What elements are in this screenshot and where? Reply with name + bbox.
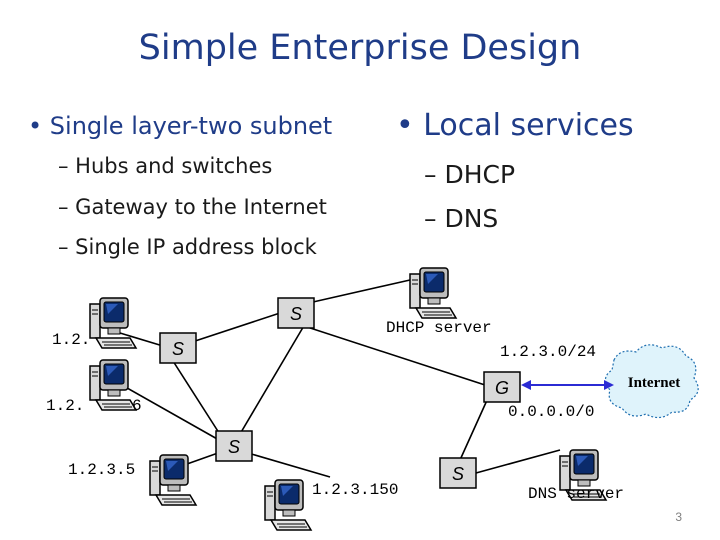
- subnet-label: 1.2.3.0/24: [500, 343, 597, 361]
- switch-left: [160, 333, 196, 363]
- switch-label: S: [227, 437, 241, 457]
- dhcp-server-label: DHCP server: [386, 319, 492, 337]
- sub-bullet-dhcp: – DHCP: [424, 160, 516, 189]
- dns-server-label: DNS server: [528, 485, 625, 503]
- computer-icon: [410, 268, 456, 318]
- switch-top: [278, 298, 314, 328]
- internet-label: Internet: [627, 375, 681, 391]
- default-route-label: 0.0.0.0/0: [508, 403, 595, 421]
- computer-icon: [90, 360, 136, 410]
- sub-bullet-hubs: – Hubs and switches: [58, 154, 273, 178]
- computer-icon: [265, 480, 311, 530]
- link-switch-switch-diag: [240, 324, 305, 434]
- link-switch-switch-top: [183, 313, 280, 345]
- gateway-router: [484, 372, 520, 402]
- bullet-local-services: • Local services: [396, 108, 634, 143]
- link-switch-host-bottom: [248, 453, 330, 477]
- host-label-bottom: 1.2.3.150: [312, 481, 399, 499]
- internet-cloud: [605, 345, 698, 418]
- computer-icon: [90, 298, 136, 348]
- link-gateway-switch: [460, 398, 488, 460]
- slide-title: Simple Enterprise Design: [138, 28, 582, 68]
- link-host-switch-bottom: [187, 453, 218, 464]
- switch-label: S: [289, 304, 303, 324]
- page-number: 3: [675, 510, 682, 524]
- sub-bullet-dns: – DNS: [424, 204, 499, 233]
- bullet-single-subnet: • Single layer-two subnet: [28, 112, 333, 140]
- switch-bottom: [440, 458, 476, 488]
- link-switch-switch-low: [173, 361, 221, 436]
- sub-bullet-ip-block: – Single IP address block: [58, 235, 317, 259]
- switch-low: [216, 431, 252, 461]
- gateway-label: G: [494, 378, 510, 398]
- sub-bullet-gateway: – Gateway to the Internet: [58, 195, 327, 219]
- host-label-mid-left: 1.2.: [46, 397, 85, 415]
- host-label-left: 1.2.: [52, 331, 91, 349]
- link-switch-dns: [476, 450, 560, 473]
- link-switch-dhcp: [313, 280, 410, 302]
- switch-label: S: [171, 339, 185, 359]
- switch-label: S: [451, 464, 465, 484]
- host-label-bottom-left: 1.2.3.5: [68, 461, 136, 479]
- gateway-internet-link: [521, 380, 614, 390]
- host-label-mid-left-tail: 6: [132, 397, 142, 415]
